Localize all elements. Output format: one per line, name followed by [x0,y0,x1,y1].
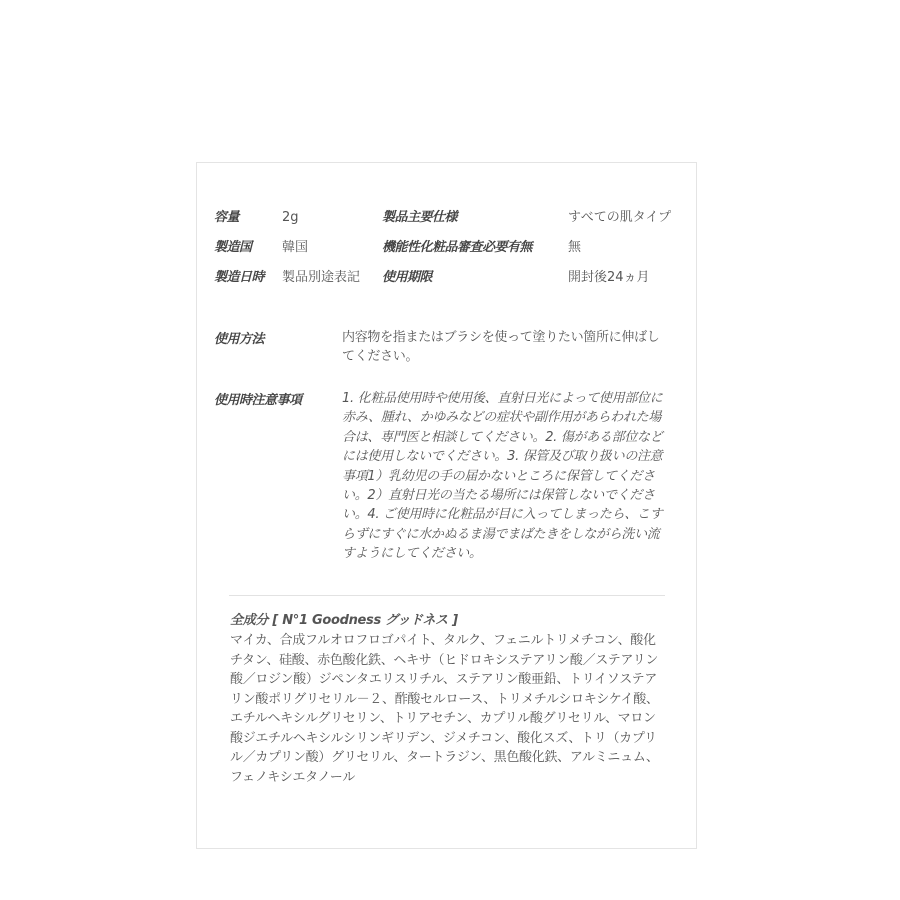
spec-value-country: 韓国 [282,240,309,255]
spec-label-functional-review: 機能性化粧品審査必要有無 [382,240,533,255]
caution-label: 使用時注意事項 [214,393,302,408]
spec-value-expiry: 開封後24ヵ月 [568,270,650,285]
spec-label-main-spec: 製品主要仕様 [382,210,458,225]
ingredients-title: 全成分 [ N°1 Goodness グッドネス ] [230,613,458,628]
spec-label-country: 製造国 [214,240,252,255]
spec-label-manufacture-date: 製造日時 [214,270,265,285]
spec-row [214,203,684,233]
spec-value-main-spec: すべての肌タイプ [568,210,672,225]
section-divider [229,595,665,596]
spec-row [214,233,684,263]
usage-label: 使用方法 [214,332,265,347]
spec-table [214,203,684,293]
spec-label-expiry: 使用期限 [382,270,433,285]
spec-value-manufacture-date: 製品別途表記 [282,270,361,285]
spec-label-capacity: 容量 [214,210,240,225]
product-info-card [196,162,697,849]
ingredients-text: マイカ、合成フルオロフロゴパイト、タルク、フェニルトリメチコン、酸化チタン、硅酸、赤色酸化鉄、ヘキサ（ヒドロキシステアリン酸／ステアリン酸／ロジン酸）ジペンタエリスリチル、ステアリン酸亜鉛、トリイソステアリン酸ポリグリセリル－２、酢酸セルロース、トリメチルシロキシケイ酸、エチルヘキシルグリセリン、トリアセチン、カプリル酸グリセリル、マロン酸ジエチルヘキシルシリンギリデン、ジメチコン、酸化スズ、トリ（カプリル／カプリン酸）グリセリル、タートラジン、黒色酸化鉄、アルミニュム、フェノキシエタノール [230,633,659,785]
spec-row [214,263,684,293]
caution-text: 1. 化粧品使用時や使用後、直射日光によって使用部位に赤み、腫れ、かゆみなどの症状や副作用があらわれた場合は、専門医と相談してください。2. 傷がある部位などには使用しないでください。3. 保管及び取り扱いの注意事項1）乳幼児の手の届かないところに保管してください。2）直射日光の当たる場所には保管しないでください。4. ご使用時に化粧品が目に入ってしまったら、こすらずにすぐに水かぬるま湯でまばたきをしながら洗い流すようにしてください。 [342,391,663,562]
spec-value-capacity: 2g [282,210,299,225]
spec-value-functional-review: 無 [568,240,582,255]
usage-text: 内容物を指またはブラシを使って塗りたい箇所に伸ばしてください。 [342,330,660,365]
ingredients-section [230,611,662,787]
